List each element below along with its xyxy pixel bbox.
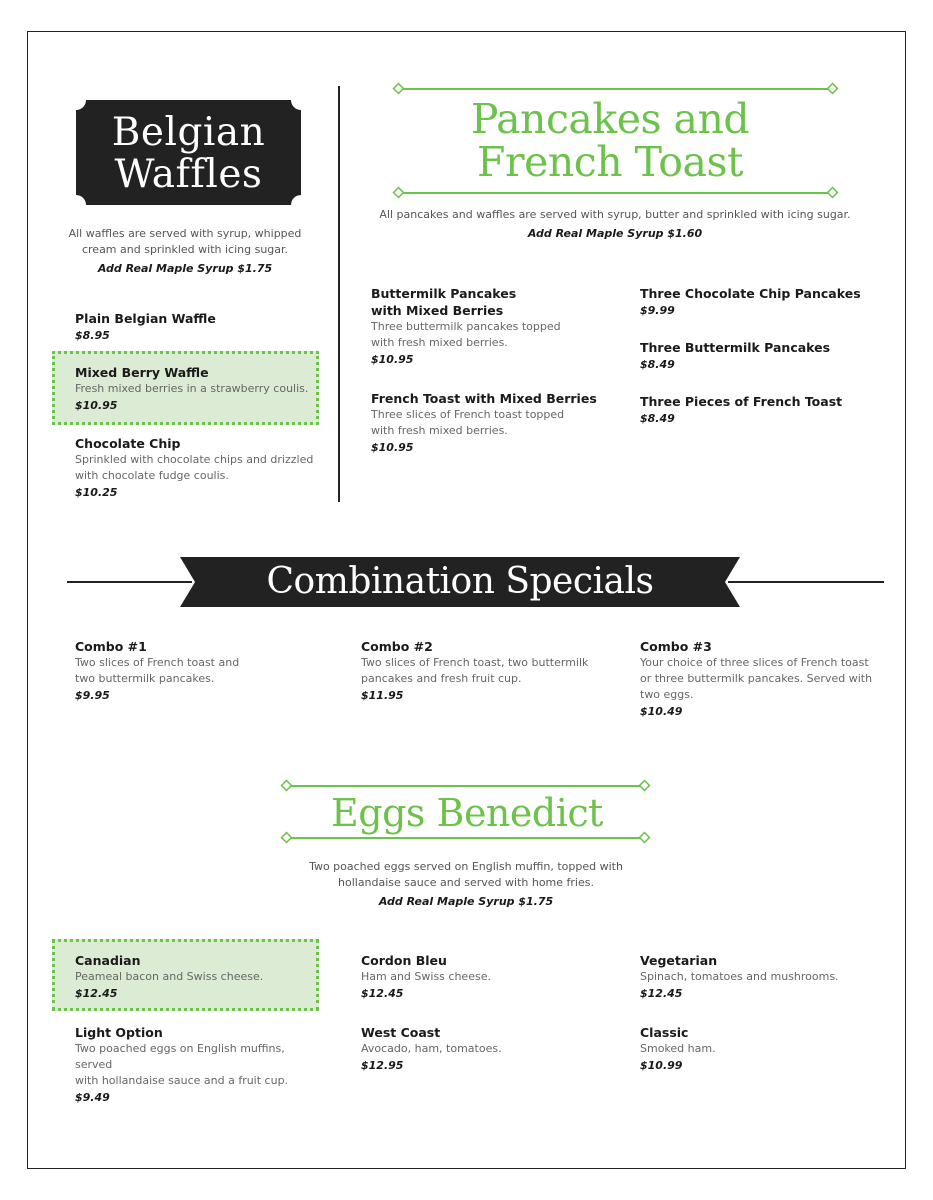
menu-item [75,1024,325,1107]
item-description: Two slices of French toast and two buttermilk pancakes. [75,656,240,685]
belgian-addon: Add Real Maple Syrup $1.75 [97,262,273,275]
banner-rule-left [67,581,192,583]
item-name: French Toast with Mixed Berries [371,391,597,406]
item-price: $10.99 [640,1059,683,1072]
menu-item [75,638,325,705]
menu-item [371,390,621,457]
item-price: $12.95 [361,1059,404,1072]
item-description: Two slices of French toast, two buttermilk pancakes and fresh fruit cup. [361,656,589,685]
item-price: $10.25 [75,486,118,499]
item-name: Cordon Bleu [361,953,447,968]
menu-item [640,638,890,721]
menu-item [640,339,890,374]
item-description: Two poached eggs on English muffins, served with hollandaise sauce and a fruit cup. [75,1042,289,1087]
item-price: $9.99 [640,304,675,317]
menu-item [640,393,890,428]
item-description: Sprinkled with chocolate chips and drizzled with chocolate fudge coulis. [75,453,314,482]
ornament-rule-bottom [392,186,840,200]
menu-item [75,952,325,1003]
belgian-waffles-title: Belgian Waffles [111,110,266,197]
item-price: $10.49 [640,705,683,718]
item-price: $9.95 [75,689,110,702]
item-price: $12.45 [640,987,683,1000]
item-price: $8.49 [640,412,675,425]
menu-item [75,310,325,345]
combination-title: Combination Specials [266,561,654,602]
item-name: West Coast [361,1025,441,1040]
item-description: Fresh mixed berries in a strawberry coulis. [75,382,309,395]
belgian-waffles-badge [76,100,301,205]
banner-rule-right [728,581,884,583]
item-price: $9.49 [75,1091,110,1104]
eggs-benedict-title: Eggs Benedict [331,791,603,835]
menu-item [75,435,325,502]
item-description: Avocado, ham, tomatoes. [361,1042,502,1055]
item-description: Peameal bacon and Swiss cheese. [75,970,264,983]
menu-item [371,285,621,369]
item-name: Canadian [75,953,141,968]
item-name: Three Buttermilk Pancakes [640,340,831,355]
menu-item [640,952,890,1003]
item-price: $12.45 [361,987,404,1000]
item-name: Plain Belgian Waffle [75,311,216,326]
menu-item [361,1024,611,1075]
item-price: $8.95 [75,329,110,342]
eggs-intro: Two poached eggs served on English muffin, topped with hollandaise sauce and served with home fries. [309,860,623,889]
item-price: $11.95 [361,689,404,702]
item-name: Combo #1 [75,639,147,654]
item-price: $10.95 [371,441,414,454]
item-name: Three Pieces of French Toast [640,394,843,409]
ornament-rule-bottom [280,831,652,845]
item-price: $12.45 [75,987,118,1000]
pancakes-title: Pancakes and French Toast [470,95,750,186]
menu-item [640,285,890,320]
pancakes-addon: Add Real Maple Syrup $1.60 [527,227,703,240]
belgian-intro: All waffles are served with syrup, whipped cream and sprinkled with icing sugar. [68,227,302,256]
menu-item [361,638,611,705]
item-description: Ham and Swiss cheese. [361,970,491,983]
item-description: Three slices of French toast topped with fresh mixed berries. [371,408,565,437]
item-name: Three Chocolate Chip Pancakes [640,286,861,301]
item-name: Chocolate Chip [75,436,181,451]
item-name: Classic [640,1025,689,1040]
item-price: $10.95 [75,399,118,412]
item-name: Vegetarian [640,953,718,968]
column-divider [338,86,340,502]
item-description: Your choice of three slices of French toast or three buttermilk pancakes. Served with two eggs. [640,656,873,701]
item-description: Spinach, tomatoes and mushrooms. [640,970,839,983]
item-description: Three buttermilk pancakes topped with fresh mixed berries. [371,320,561,349]
item-name: Combo #3 [640,639,712,654]
menu-item [75,364,325,415]
pancakes-intro: All pancakes and waffles are served with syrup, butter and sprinkled with icing sugar. [379,208,851,221]
menu-item [361,952,611,1003]
item-description: Smoked ham. [640,1042,716,1055]
item-name: Combo #2 [361,639,433,654]
menu-item [640,1024,890,1075]
item-price: $8.49 [640,358,675,371]
item-name: Buttermilk Pancakes with Mixed Berries [371,286,517,318]
item-price: $10.95 [371,353,414,366]
item-name: Light Option [75,1025,163,1040]
ornament-rule-top [392,82,840,96]
item-name: Mixed Berry Waffle [75,365,209,380]
eggs-addon: Add Real Maple Syrup $1.75 [378,895,554,908]
